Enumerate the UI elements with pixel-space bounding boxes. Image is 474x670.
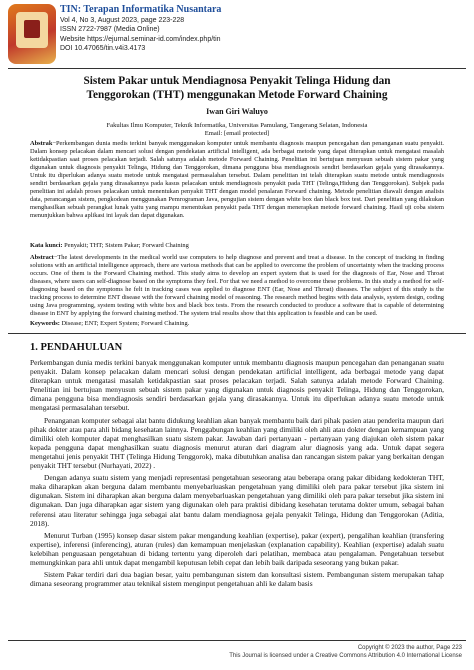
body-paragraph-2: Penanganan komputer sebagai alat bantu didukung keahlian akan banyak membantu baik dari pihak pasien atau penderita maupun dari pihak dokter atau para ahli bidang kesehatan lainnya. Penggabungan keahlian yang dimiliki oleh ahli atau dokter dengan kemampuan yang dimiliki oleh komputer dapat menghasilkan suatu sistem pakar. Jawaban dari pertanyaan - pertanyaan yang diajukan oleh sistem pakar kepada pengguna dapat menghasilkan suatu diagnosis menurut aturan dari diagram alur diagnosis yang ada. Untuk dapat segera mengetahui jenis penyakit THT (Telinga Hidung Tenggorok), maka dibutuhkan analisa dan rancangan sistem pakar yang berkaitan dengan penyakit THT tersebut (Nurhayati, 2022) . [30, 415, 444, 471]
abstract-label: Abstract [30, 254, 54, 261]
kata-kunci-line [30, 242, 444, 250]
footer-divider [8, 640, 466, 641]
author-email[interactable]: Email: [email protected] [204, 130, 270, 137]
paper-title-line1: Sistem Pakar untuk Mendiagnosa Penyakit Telinga Hidung dan [83, 75, 391, 87]
abstract-paragraph [30, 254, 444, 318]
body-paragraph-1: Perkembangan dunia medis terkini banyak menggunakan komputer untuk membantu diagnosis maupun pencegahan dan penanganan suatu penyakit. Dalam konsep pelacakan dalam mencari solusi dengan pendekatan artificial intelligent, ada berbagai metode yang dapat diterapkan untuk mengatasi masalah ketidakpastian saat proses pelacakan terjadi. Salah satunya adalah metode Forward Chaining. Penelitian ini bertujuan menyusun sebuah sistem pakar yang digunakan untuk diagnosis penyakit Telinga, Hidung dan Tenggorokan, dimana pengguna bisa mendiagnosis sendiri berdasarkan gejala yang dirasakannya. Untuk itu diperlukan adanya suatu metode untuk mengatasi permasalahan tersebut. [30, 358, 444, 413]
journal-logo [8, 4, 56, 64]
footer-license[interactable]: This Journal is licensed under a Creative Commons Attribution 4.0 International License [229, 653, 462, 659]
keywords-label: Keywords: [30, 320, 60, 327]
body-paragraph-4: Menurut Turban (1995) konsep dasar sistem pakar mengandung keahlian (expertise), pakar (expert), pengalihan keahlian (transfering expertise), inferensi (inferencing), aturan (rules) dan kemampuan menjelaskan (explanation capability). Keahlian (expertise) adalah suatu kelebihan penguasaan pengetahuan di bidang tertentu yang diperoleh dari pelatihan, membaca atau pengalaman. Pengetahuan tersebut memungkinkan para ahli untuk dapat mengambil keputusan lebih cepat dan lebih baik daripada seseorang yang bukan pakar. [30, 530, 444, 567]
kata-kunci-label: Kata kunci: [30, 242, 63, 249]
kata-kunci-text: Penyakit; THT; Sistem Pakar; Forward Chaining [64, 242, 189, 249]
abstract-divider [8, 333, 466, 334]
logo-emblem [16, 12, 48, 48]
journal-doi[interactable]: DOI 10.47065/tin.v4i3.4173 [60, 44, 146, 52]
keywords-line [30, 320, 444, 328]
header-divider [8, 68, 466, 69]
paper-title-line2: Tenggorokan (THT) menggunakan Metode Forward Chaining [86, 89, 388, 101]
abstrak-paragraph [30, 140, 444, 220]
body-paragraph-3: Dengan adanya suatu sistem yang menjadi representasi pengetahuan seseorang atau beberapa orang pakar dibidang kedokteran THT, maka diharapkan akan berguna dalam membantu menyebarluaskan pengetahuan yang dimiliki oleh para pakar tersebut jika sistem ini digunakan. Sistem ini diharapkan akan berguna dalam menyebarluaskan pengetahuan yang dimiliki oleh para pakar tersebut jika sistem ini digunakan. Dan juga diharapkan agar sistem yang digunakan oleh para praktisi dibidang kesehatan terutama dokter umum, sebagai bahan referensi atau literatur sehingga juga sebagai alat bantu dalam mendiagnosa gejala penyakit Telinga, Hidung dan Tenggorokan (Aditia, 2018). [30, 473, 444, 528]
abstrak-text: −Perkembangan dunia medis terkini banyak menggunakan komputer untuk membantu diagnosis maupun pencegahan dan penanganan suatu penyakit. Dalam konsep pelacakan dalam mencari solusi dengan pendekatan artificial intelligent, ada berbagai metode yang dapat diterapkan untuk mengatasi masalah ketidakpastian saat proses pelacakan terjadi. Salah satunya adalah metode Forward Chaining. Penelitian ini bertujuan menyusun sebuah sistem pakar yang digunakan untuk diagnosis penyakit Telinga, Hidung dan Tenggorokan, dimana pengguna bisa mendiagnosis sendiri berdasarkan gejala yang dirasakannya. Untuk itu diperlukan adanya suatu metode untuk mengatasi permasalahan tersebut. Dalam penelitian ini telah diterapkan suatu metode untuk mendiagnosis sendiri berdasarkan gejala yang dirasakannya pada kasus pelacakan untuk mendiagnosis penyakit pada THT (Telinga,Hidung dan Tenggorokan). Subjek pada penelitian ini adalah proses pelacakan untuk menentukan penyakit THT dengan model penalaran Forward chaining. Metode penelitian diawali dengan analisis data, perancangan sistem, pengkodean menggunakan Pemrograman Java, pengujian sistem dengan white box dan black box test. Dari penelitian yang dilakukan menghasilkan sebuah perangkat lunak yaitu yang mampu menentukan penyakit pada THT dengan menerapkan metode forward chaining. Hasil uji coba sistem menunjukkan bahwa aplikasi ini layak dan dapat digunakan. [30, 140, 444, 219]
author-name: Iwan Giri Waluyo [206, 107, 268, 116]
journal-volume: Vol 4, No 3, August 2023, page 223-228 [60, 17, 185, 24]
journal-title: TIN: Terapan Informatika Nusantara [60, 4, 222, 15]
keywords-text: Disease; ENT; Expert System; Forward Chaining. [61, 320, 190, 327]
affiliation: Fakultas Ilmu Komputer, Teknik Informatika, Universitas Pamulang, Tangerang Selatan, Indonesia [106, 122, 368, 129]
affiliation-block [0, 122, 474, 138]
journal-header [0, 0, 474, 70]
journal-issn: ISSN 2722-7987 (Media Online) [60, 26, 160, 34]
footer-copyright: Copyright © 2023 the author, Page 223 [357, 645, 462, 651]
abstrak-label: Abstrak [30, 140, 53, 147]
section-heading: 1. PENDAHULUAN [30, 342, 123, 353]
journal-website[interactable]: Website https://ejurnal.seminar-id.com/index.php/tin [60, 35, 221, 43]
journal-info [60, 4, 460, 53]
paper-title [20, 74, 454, 102]
body-paragraph-5: Sistem Pakar terdiri dari dua bagian besar, yaitu pembangunan sistem dan konsultasi sistem. Pembangunan sistem merupakan tahap dimana seseorang programmer atau teknikal sistem menginput pengetahuan ahli ke dalam basis [30, 570, 444, 589]
page-footer [0, 644, 462, 660]
section-body [30, 358, 444, 591]
abstract-text: −The latest developments in the medical world use computers to help diagnose and prevent and treat a disease. In the concept of tracking in finding solutions with an artificial intelligence approach, there are various methods that can be applied to overcome the problem of uncertainty when the tracking process occurs. One of them is the Forward Chaining method. This study aims to develop an expert system that is used for the diagnosis of Ear, Nose and Throat diseases, where users can self-diagnose based on the symptoms they feel. For that we need a method to overcome these problems. In this study a method for self-diagnosing based on the symptoms he felt in tracking cases was applied to diagnose ENT (Ear, Nose and Throat) diseases. The subject of this study is the tracking process to determine ENT disease with the forward chaining model of reasoning. The research method begins with data analysis, system design, coding using Java programming, system testing with white box and black box tests. From the research conducted to produce a software that is capable of determining disease in ENT by applying the forward chaining method. The system trial results show that this application is feasible and can be used. [30, 254, 444, 317]
